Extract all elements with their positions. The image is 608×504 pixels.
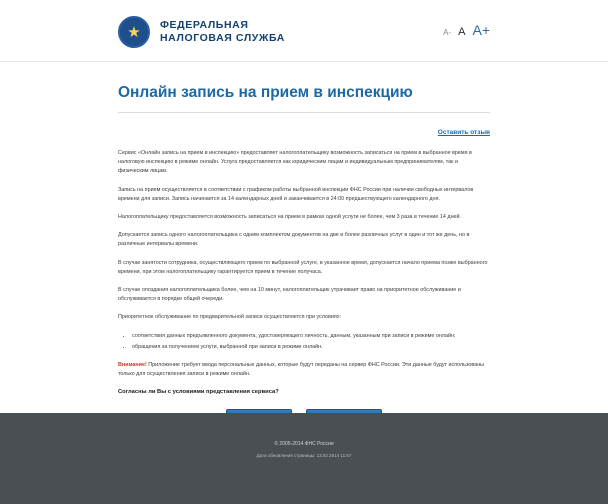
main-content <box>0 84 608 427</box>
intro-paragraph-1: Сервис «Онлайн запись на прием в инспекцию» предоставляет налогоплательщику возможность записаться на прием в выбранное время в налоговую инспекцию в режиме онлайн. Услуга предоставляется как юридическим лицам и индивидуальным предпринимателям, так и физическим лицам. <box>118 150 472 175</box>
feedback-row <box>118 121 490 139</box>
leave-feedback-link[interactable]: Оставить отзыв <box>437 129 490 136</box>
coat-of-arms-icon: ★ <box>118 16 150 48</box>
title-divider <box>118 112 490 113</box>
footer-updated: Дата обновления страницы: 13.02.2014 11:57 <box>256 453 352 458</box>
footer-copyright: © 2005-2014 ФНС России <box>274 441 334 447</box>
list-item: • соответствия данных предъявленного документа, удостоверяющего личность, данным, указанным при записи в режиме онлайн; <box>132 332 490 341</box>
font-size-decrease-button[interactable]: A- <box>443 28 452 37</box>
warning-text: Приложение требует ввода персональных данных, которые будут переданы на сервер ФНС России. Эти данные будут использованы только для осуществления записи в режиме онлайн. <box>118 362 485 378</box>
list-item: • обращения за получением услуги, выбранной при записи в режиме онлайн. <box>132 343 490 352</box>
intro-paragraph-2: Запись на прием осуществляется в соответствии с графиком работы выбранной инспекции ФНС России при наличии свободных интервалов времени для записи. Запись начинается за 14 календарных дней и заканчивается в 24:00 предшествующего календарного дня. <box>118 186 474 202</box>
intro-paragraph-4: Допускается запись одного налогоплательщика с одним комплектом документов на две и более различных услуг в один и тот же день, но в различные интервалы времени. <box>118 232 470 248</box>
site-logo[interactable] <box>118 16 285 48</box>
footer-content <box>0 413 608 461</box>
page-title: Онлайн запись на прием в инспекцию <box>118 84 413 101</box>
consent-question: Согласны ли Вы с условиями представления сервиса? <box>118 389 279 396</box>
organization-name-line1: ФЕДЕРАЛЬНАЯ <box>160 19 249 31</box>
intro-paragraph-7: Приоритетное обслуживание по предварительной записи осуществляется при условиях: <box>118 314 342 321</box>
organization-name-line2: НАЛОГОВАЯ СЛУЖБА <box>160 32 285 44</box>
site-header <box>0 0 608 62</box>
organization-name <box>160 19 285 45</box>
font-size-increase-button[interactable]: A+ <box>472 22 490 38</box>
warning-label: Внимание! <box>118 362 147 369</box>
conditions-list <box>118 332 490 352</box>
intro-paragraph-5: В случае занятости сотрудника, осуществляющего прием по выбранной услуге, в указанное время, допускается начало приема позже выбранного времени, при этом налогоплательщику гарантируется прием в течение получаса. <box>118 259 488 275</box>
site-footer <box>0 413 608 504</box>
intro-paragraph-6: В случае опоздания налогоплательщика более, чем на 10 минут, налогоплательщик утрачивает право на приоритетное обслуживание и обслуживается в порядке общей очереди. <box>118 287 461 303</box>
font-size-controls <box>443 22 490 38</box>
intro-paragraph-3: Налогоплательщику предоставляется возможность записаться на прием в рамках одной услуги не более, чем 3 раза в течение 14 дней. <box>118 214 462 221</box>
font-size-normal-button[interactable]: A <box>458 26 466 38</box>
privacy-warning <box>118 361 490 379</box>
